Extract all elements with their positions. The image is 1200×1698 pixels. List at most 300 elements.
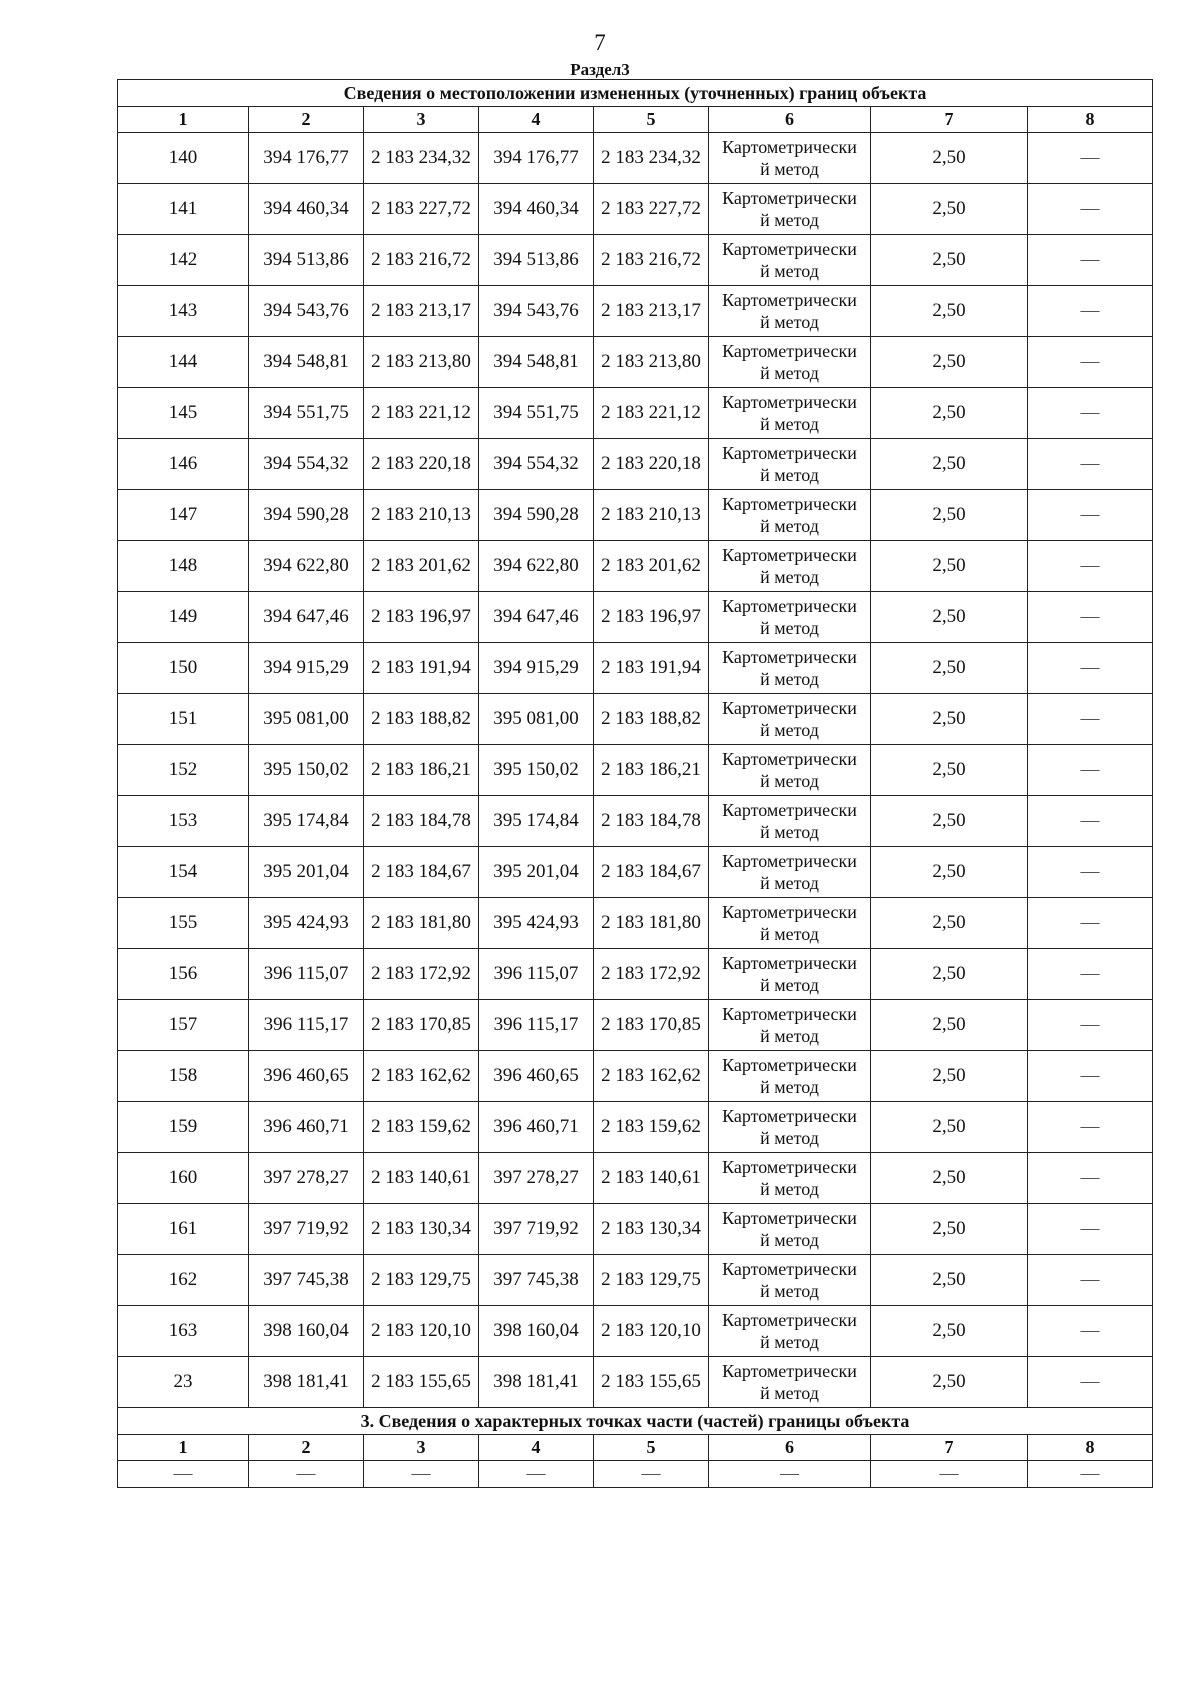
- method-cell: [709, 1153, 871, 1204]
- method-cell: [709, 949, 871, 1000]
- method-text-line: й метод: [760, 924, 819, 944]
- column-number: 1: [118, 1435, 249, 1461]
- point-number-cell: 159: [118, 1102, 249, 1153]
- x-coordinate-refined-cell: 394 622,80: [479, 541, 594, 592]
- method-cell: [709, 1051, 871, 1102]
- x-coordinate-refined-cell: 394 460,34: [479, 184, 594, 235]
- note-cell: —: [1028, 796, 1153, 847]
- method-text-line: Картометрически: [722, 1106, 857, 1126]
- table-row: [118, 286, 1153, 337]
- method-text-line: й метод: [760, 1179, 819, 1199]
- empty-cell: —: [594, 1461, 709, 1488]
- x-coordinate-existing-cell: 394 543,76: [249, 286, 364, 337]
- table-row: [118, 133, 1153, 184]
- method-text-line: Картометрически: [722, 749, 857, 769]
- x-coordinate-refined-cell: 396 115,07: [479, 949, 594, 1000]
- table1-column-numbers-row: [118, 107, 1153, 133]
- x-coordinate-refined-cell: 395 174,84: [479, 796, 594, 847]
- method-text-line: й метод: [760, 261, 819, 281]
- table-row: [118, 949, 1153, 1000]
- method-cell: [709, 898, 871, 949]
- method-text-line: й метод: [760, 669, 819, 689]
- table-row: [118, 1051, 1153, 1102]
- y-coordinate-refined-cell: 2 183 155,65: [594, 1357, 709, 1408]
- y-coordinate-existing-cell: 2 183 188,82: [364, 694, 479, 745]
- y-coordinate-refined-cell: 2 183 184,67: [594, 847, 709, 898]
- accuracy-cell: 2,50: [871, 847, 1028, 898]
- method-text-line: й метод: [760, 873, 819, 893]
- y-coordinate-refined-cell: 2 183 210,13: [594, 490, 709, 541]
- accuracy-cell: 2,50: [871, 1102, 1028, 1153]
- y-coordinate-refined-cell: 2 183 216,72: [594, 235, 709, 286]
- y-coordinate-existing-cell: 2 183 221,12: [364, 388, 479, 439]
- x-coordinate-existing-cell: 398 181,41: [249, 1357, 364, 1408]
- accuracy-cell: 2,50: [871, 1357, 1028, 1408]
- method-cell: [709, 1306, 871, 1357]
- y-coordinate-existing-cell: 2 183 196,97: [364, 592, 479, 643]
- x-coordinate-refined-cell: 395 201,04: [479, 847, 594, 898]
- x-coordinate-existing-cell: 395 424,93: [249, 898, 364, 949]
- point-number-cell: 150: [118, 643, 249, 694]
- point-number-cell: 151: [118, 694, 249, 745]
- table-row: [118, 898, 1153, 949]
- x-coordinate-existing-cell: 394 548,81: [249, 337, 364, 388]
- method-text-line: Картометрически: [722, 902, 857, 922]
- point-number-cell: 160: [118, 1153, 249, 1204]
- x-coordinate-refined-cell: 398 181,41: [479, 1357, 594, 1408]
- x-coordinate-refined-cell: 394 513,86: [479, 235, 594, 286]
- accuracy-cell: 2,50: [871, 643, 1028, 694]
- accuracy-cell: 2,50: [871, 439, 1028, 490]
- table1-title: Сведения о местоположении измененных (уточненных) границ объекта: [118, 80, 1153, 107]
- y-coordinate-existing-cell: 2 183 234,32: [364, 133, 479, 184]
- note-cell: —: [1028, 694, 1153, 745]
- empty-cell: —: [479, 1461, 594, 1488]
- y-coordinate-existing-cell: 2 183 213,80: [364, 337, 479, 388]
- column-number: 8: [1028, 107, 1153, 133]
- x-coordinate-refined-cell: 397 719,92: [479, 1204, 594, 1255]
- note-cell: —: [1028, 235, 1153, 286]
- method-cell: [709, 439, 871, 490]
- point-number-cell: 161: [118, 1204, 249, 1255]
- x-coordinate-existing-cell: 394 554,32: [249, 439, 364, 490]
- method-text-line: Картометрически: [722, 1361, 857, 1381]
- note-cell: —: [1028, 388, 1153, 439]
- method-cell: [709, 1204, 871, 1255]
- y-coordinate-existing-cell: 2 183 213,17: [364, 286, 479, 337]
- point-number-cell: 144: [118, 337, 249, 388]
- accuracy-cell: 2,50: [871, 184, 1028, 235]
- accuracy-cell: 2,50: [871, 694, 1028, 745]
- note-cell: —: [1028, 898, 1153, 949]
- method-cell: [709, 388, 871, 439]
- y-coordinate-refined-cell: 2 183 140,61: [594, 1153, 709, 1204]
- y-coordinate-refined-cell: 2 183 213,80: [594, 337, 709, 388]
- method-text-line: Картометрически: [722, 1055, 857, 1075]
- accuracy-cell: 2,50: [871, 796, 1028, 847]
- note-cell: —: [1028, 490, 1153, 541]
- x-coordinate-refined-cell: 394 543,76: [479, 286, 594, 337]
- method-text-line: й метод: [760, 1077, 819, 1097]
- table-row: [118, 745, 1153, 796]
- method-text-line: й метод: [760, 975, 819, 995]
- accuracy-cell: 2,50: [871, 490, 1028, 541]
- table-row: [118, 1204, 1153, 1255]
- x-coordinate-existing-cell: 395 081,00: [249, 694, 364, 745]
- table-row: [118, 796, 1153, 847]
- accuracy-cell: 2,50: [871, 592, 1028, 643]
- method-text-line: Картометрически: [722, 800, 857, 820]
- column-number: 5: [594, 1435, 709, 1461]
- empty-cell: —: [1028, 1461, 1153, 1488]
- point-number-cell: 140: [118, 133, 249, 184]
- y-coordinate-existing-cell: 2 183 184,67: [364, 847, 479, 898]
- note-cell: —: [1028, 949, 1153, 1000]
- y-coordinate-refined-cell: 2 183 184,78: [594, 796, 709, 847]
- accuracy-cell: 2,50: [871, 1153, 1028, 1204]
- note-cell: —: [1028, 1306, 1153, 1357]
- y-coordinate-existing-cell: 2 183 162,62: [364, 1051, 479, 1102]
- column-number: 7: [871, 107, 1028, 133]
- column-number: 3: [364, 1435, 479, 1461]
- method-cell: [709, 694, 871, 745]
- note-cell: —: [1028, 592, 1153, 643]
- method-text-line: Картометрически: [722, 647, 857, 667]
- method-text-line: й метод: [760, 567, 819, 587]
- point-number-cell: 149: [118, 592, 249, 643]
- x-coordinate-existing-cell: 394 647,46: [249, 592, 364, 643]
- note-cell: —: [1028, 1051, 1153, 1102]
- method-text-line: й метод: [760, 1230, 819, 1250]
- method-text-line: Картометрически: [722, 545, 857, 565]
- y-coordinate-existing-cell: 2 183 170,85: [364, 1000, 479, 1051]
- y-coordinate-refined-cell: 2 183 159,62: [594, 1102, 709, 1153]
- x-coordinate-existing-cell: 396 115,07: [249, 949, 364, 1000]
- column-number: 2: [249, 1435, 364, 1461]
- method-text-line: Картометрически: [722, 239, 857, 259]
- method-cell: [709, 286, 871, 337]
- point-number-cell: 148: [118, 541, 249, 592]
- y-coordinate-refined-cell: 2 183 188,82: [594, 694, 709, 745]
- table-row: [118, 1357, 1153, 1408]
- note-cell: —: [1028, 643, 1153, 694]
- note-cell: —: [1028, 286, 1153, 337]
- y-coordinate-refined-cell: 2 183 221,12: [594, 388, 709, 439]
- point-number-cell: 23: [118, 1357, 249, 1408]
- method-cell: [709, 1357, 871, 1408]
- column-number: 6: [709, 1435, 871, 1461]
- method-text-line: й метод: [760, 822, 819, 842]
- method-text-line: й метод: [760, 159, 819, 179]
- y-coordinate-refined-cell: 2 183 120,10: [594, 1306, 709, 1357]
- accuracy-cell: 2,50: [871, 745, 1028, 796]
- column-number: 3: [364, 107, 479, 133]
- x-coordinate-refined-cell: 394 915,29: [479, 643, 594, 694]
- point-number-cell: 152: [118, 745, 249, 796]
- method-text-line: й метод: [760, 771, 819, 791]
- x-coordinate-refined-cell: 394 647,46: [479, 592, 594, 643]
- method-text-line: й метод: [760, 720, 819, 740]
- y-coordinate-refined-cell: 2 183 220,18: [594, 439, 709, 490]
- x-coordinate-existing-cell: 394 915,29: [249, 643, 364, 694]
- method-text-line: Картометрически: [722, 851, 857, 871]
- note-cell: —: [1028, 745, 1153, 796]
- y-coordinate-refined-cell: 2 183 186,21: [594, 745, 709, 796]
- method-cell: [709, 1255, 871, 1306]
- method-cell: [709, 541, 871, 592]
- table-row: [118, 490, 1153, 541]
- empty-cell: —: [118, 1461, 249, 1488]
- method-cell: [709, 133, 871, 184]
- column-number: 4: [479, 1435, 594, 1461]
- empty-cell: —: [249, 1461, 364, 1488]
- method-cell: [709, 592, 871, 643]
- y-coordinate-refined-cell: 2 183 129,75: [594, 1255, 709, 1306]
- y-coordinate-existing-cell: 2 183 181,80: [364, 898, 479, 949]
- table-row: [118, 1153, 1153, 1204]
- method-text-line: Картометрически: [722, 392, 857, 412]
- x-coordinate-existing-cell: 396 115,17: [249, 1000, 364, 1051]
- point-number-cell: 146: [118, 439, 249, 490]
- accuracy-cell: 2,50: [871, 235, 1028, 286]
- point-number-cell: 155: [118, 898, 249, 949]
- empty-cell: —: [364, 1461, 479, 1488]
- accuracy-cell: 2,50: [871, 898, 1028, 949]
- column-number: 8: [1028, 1435, 1153, 1461]
- table-row: [118, 1255, 1153, 1306]
- method-text-line: Картометрически: [722, 443, 857, 463]
- y-coordinate-existing-cell: 2 183 129,75: [364, 1255, 479, 1306]
- method-text-line: й метод: [760, 618, 819, 638]
- y-coordinate-existing-cell: 2 183 186,21: [364, 745, 479, 796]
- method-text-line: й метод: [760, 465, 819, 485]
- note-cell: —: [1028, 133, 1153, 184]
- y-coordinate-refined-cell: 2 183 227,72: [594, 184, 709, 235]
- table-row: [118, 439, 1153, 490]
- x-coordinate-existing-cell: 395 174,84: [249, 796, 364, 847]
- method-text-line: Картометрически: [722, 698, 857, 718]
- note-cell: —: [1028, 439, 1153, 490]
- note-cell: —: [1028, 1357, 1153, 1408]
- method-text-line: й метод: [760, 363, 819, 383]
- x-coordinate-refined-cell: 395 081,00: [479, 694, 594, 745]
- x-coordinate-existing-cell: 397 719,92: [249, 1204, 364, 1255]
- table-row: [118, 541, 1153, 592]
- y-coordinate-refined-cell: 2 183 181,80: [594, 898, 709, 949]
- method-text-line: й метод: [760, 1026, 819, 1046]
- table-row: [118, 592, 1153, 643]
- section-heading: Раздел3: [570, 60, 630, 79]
- x-coordinate-refined-cell: 398 160,04: [479, 1306, 594, 1357]
- note-cell: —: [1028, 1102, 1153, 1153]
- x-coordinate-refined-cell: 394 551,75: [479, 388, 594, 439]
- point-number-cell: 143: [118, 286, 249, 337]
- table2-empty-row: [118, 1461, 1153, 1488]
- method-text-line: й метод: [760, 516, 819, 536]
- table-row: [118, 1102, 1153, 1153]
- method-cell: [709, 235, 871, 286]
- point-number-cell: 145: [118, 388, 249, 439]
- x-coordinate-existing-cell: 396 460,71: [249, 1102, 364, 1153]
- table-row: [118, 235, 1153, 286]
- y-coordinate-refined-cell: 2 183 162,62: [594, 1051, 709, 1102]
- x-coordinate-refined-cell: 396 115,17: [479, 1000, 594, 1051]
- boundary-points-table: [117, 79, 1153, 1488]
- x-coordinate-refined-cell: 395 150,02: [479, 745, 594, 796]
- method-text-line: Картометрически: [722, 494, 857, 514]
- method-text-line: й метод: [760, 1383, 819, 1403]
- x-coordinate-existing-cell: 394 590,28: [249, 490, 364, 541]
- note-cell: —: [1028, 541, 1153, 592]
- method-text-line: Картометрически: [722, 953, 857, 973]
- column-number: 4: [479, 107, 594, 133]
- x-coordinate-existing-cell: 397 278,27: [249, 1153, 364, 1204]
- note-cell: —: [1028, 337, 1153, 388]
- note-cell: —: [1028, 1204, 1153, 1255]
- accuracy-cell: 2,50: [871, 1000, 1028, 1051]
- x-coordinate-existing-cell: 394 513,86: [249, 235, 364, 286]
- table-row: [118, 847, 1153, 898]
- method-text-line: Картометрически: [722, 596, 857, 616]
- method-text-line: й метод: [760, 1281, 819, 1301]
- method-cell: [709, 490, 871, 541]
- y-coordinate-existing-cell: 2 183 159,62: [364, 1102, 479, 1153]
- y-coordinate-refined-cell: 2 183 201,62: [594, 541, 709, 592]
- y-coordinate-refined-cell: 2 183 172,92: [594, 949, 709, 1000]
- column-number: 6: [709, 107, 871, 133]
- y-coordinate-existing-cell: 2 183 130,34: [364, 1204, 479, 1255]
- table-row: [118, 1306, 1153, 1357]
- table-row: [118, 337, 1153, 388]
- y-coordinate-refined-cell: 2 183 170,85: [594, 1000, 709, 1051]
- x-coordinate-refined-cell: 397 278,27: [479, 1153, 594, 1204]
- accuracy-cell: 2,50: [871, 1306, 1028, 1357]
- method-cell: [709, 337, 871, 388]
- empty-cell: —: [709, 1461, 871, 1488]
- column-number: 1: [118, 107, 249, 133]
- point-number-cell: 156: [118, 949, 249, 1000]
- method-cell: [709, 184, 871, 235]
- method-text-line: й метод: [760, 1128, 819, 1148]
- y-coordinate-refined-cell: 2 183 213,17: [594, 286, 709, 337]
- point-number-cell: 141: [118, 184, 249, 235]
- table2-title-row: [118, 1408, 1153, 1435]
- point-number-cell: 162: [118, 1255, 249, 1306]
- table1-title-row: [118, 80, 1153, 107]
- accuracy-cell: 2,50: [871, 388, 1028, 439]
- method-cell: [709, 1102, 871, 1153]
- method-text-line: Картометрически: [722, 1310, 857, 1330]
- table-row: [118, 694, 1153, 745]
- x-coordinate-refined-cell: 397 745,38: [479, 1255, 594, 1306]
- y-coordinate-refined-cell: 2 183 130,34: [594, 1204, 709, 1255]
- method-text-line: й метод: [760, 1332, 819, 1352]
- method-text-line: й метод: [760, 312, 819, 332]
- point-number-cell: 158: [118, 1051, 249, 1102]
- point-number-cell: 163: [118, 1306, 249, 1357]
- y-coordinate-existing-cell: 2 183 140,61: [364, 1153, 479, 1204]
- column-number: 2: [249, 107, 364, 133]
- accuracy-cell: 2,50: [871, 133, 1028, 184]
- accuracy-cell: 2,50: [871, 337, 1028, 388]
- accuracy-cell: 2,50: [871, 1051, 1028, 1102]
- method-cell: [709, 745, 871, 796]
- y-coordinate-refined-cell: 2 183 191,94: [594, 643, 709, 694]
- note-cell: —: [1028, 184, 1153, 235]
- accuracy-cell: 2,50: [871, 1204, 1028, 1255]
- method-text-line: Картометрически: [722, 1157, 857, 1177]
- y-coordinate-existing-cell: 2 183 155,65: [364, 1357, 479, 1408]
- x-coordinate-existing-cell: 395 150,02: [249, 745, 364, 796]
- x-coordinate-existing-cell: 394 622,80: [249, 541, 364, 592]
- y-coordinate-existing-cell: 2 183 227,72: [364, 184, 479, 235]
- column-number: 7: [871, 1435, 1028, 1461]
- method-text-line: Картометрически: [722, 1259, 857, 1279]
- y-coordinate-existing-cell: 2 183 201,62: [364, 541, 479, 592]
- point-number-cell: 154: [118, 847, 249, 898]
- x-coordinate-existing-cell: 395 201,04: [249, 847, 364, 898]
- accuracy-cell: 2,50: [871, 286, 1028, 337]
- table2-title: 3. Сведения о характерных точках части (частей) границы объекта: [118, 1408, 1153, 1435]
- y-coordinate-existing-cell: 2 183 191,94: [364, 643, 479, 694]
- x-coordinate-existing-cell: 398 160,04: [249, 1306, 364, 1357]
- x-coordinate-existing-cell: 394 176,77: [249, 133, 364, 184]
- note-cell: —: [1028, 1255, 1153, 1306]
- y-coordinate-existing-cell: 2 183 120,10: [364, 1306, 479, 1357]
- y-coordinate-existing-cell: 2 183 172,92: [364, 949, 479, 1000]
- y-coordinate-existing-cell: 2 183 216,72: [364, 235, 479, 286]
- table-row: [118, 1000, 1153, 1051]
- accuracy-cell: 2,50: [871, 949, 1028, 1000]
- point-number-cell: 142: [118, 235, 249, 286]
- x-coordinate-existing-cell: 394 460,34: [249, 184, 364, 235]
- accuracy-cell: 2,50: [871, 541, 1028, 592]
- table-row: [118, 184, 1153, 235]
- table-row: [118, 643, 1153, 694]
- method-text-line: Картометрически: [722, 1004, 857, 1024]
- method-cell: [709, 796, 871, 847]
- method-text-line: Картометрически: [722, 1208, 857, 1228]
- note-cell: —: [1028, 1000, 1153, 1051]
- x-coordinate-refined-cell: 396 460,65: [479, 1051, 594, 1102]
- method-cell: [709, 1000, 871, 1051]
- x-coordinate-refined-cell: 396 460,71: [479, 1102, 594, 1153]
- accuracy-cell: 2,50: [871, 1255, 1028, 1306]
- table-row: [118, 388, 1153, 439]
- y-coordinate-refined-cell: 2 183 234,32: [594, 133, 709, 184]
- x-coordinate-existing-cell: 394 551,75: [249, 388, 364, 439]
- method-text-line: Картометрически: [722, 188, 857, 208]
- method-text-line: й метод: [760, 210, 819, 230]
- y-coordinate-existing-cell: 2 183 210,13: [364, 490, 479, 541]
- x-coordinate-refined-cell: 395 424,93: [479, 898, 594, 949]
- method-text-line: Картометрически: [722, 290, 857, 310]
- empty-cell: —: [871, 1461, 1028, 1488]
- note-cell: —: [1028, 847, 1153, 898]
- method-cell: [709, 847, 871, 898]
- table2-column-numbers-row: [118, 1435, 1153, 1461]
- y-coordinate-refined-cell: 2 183 196,97: [594, 592, 709, 643]
- y-coordinate-existing-cell: 2 183 220,18: [364, 439, 479, 490]
- page-number: 7: [594, 30, 606, 55]
- x-coordinate-refined-cell: 394 548,81: [479, 337, 594, 388]
- method-cell: [709, 643, 871, 694]
- point-number-cell: 153: [118, 796, 249, 847]
- method-text-line: Картометрически: [722, 137, 857, 157]
- note-cell: —: [1028, 1153, 1153, 1204]
- x-coordinate-existing-cell: 396 460,65: [249, 1051, 364, 1102]
- x-coordinate-existing-cell: 397 745,38: [249, 1255, 364, 1306]
